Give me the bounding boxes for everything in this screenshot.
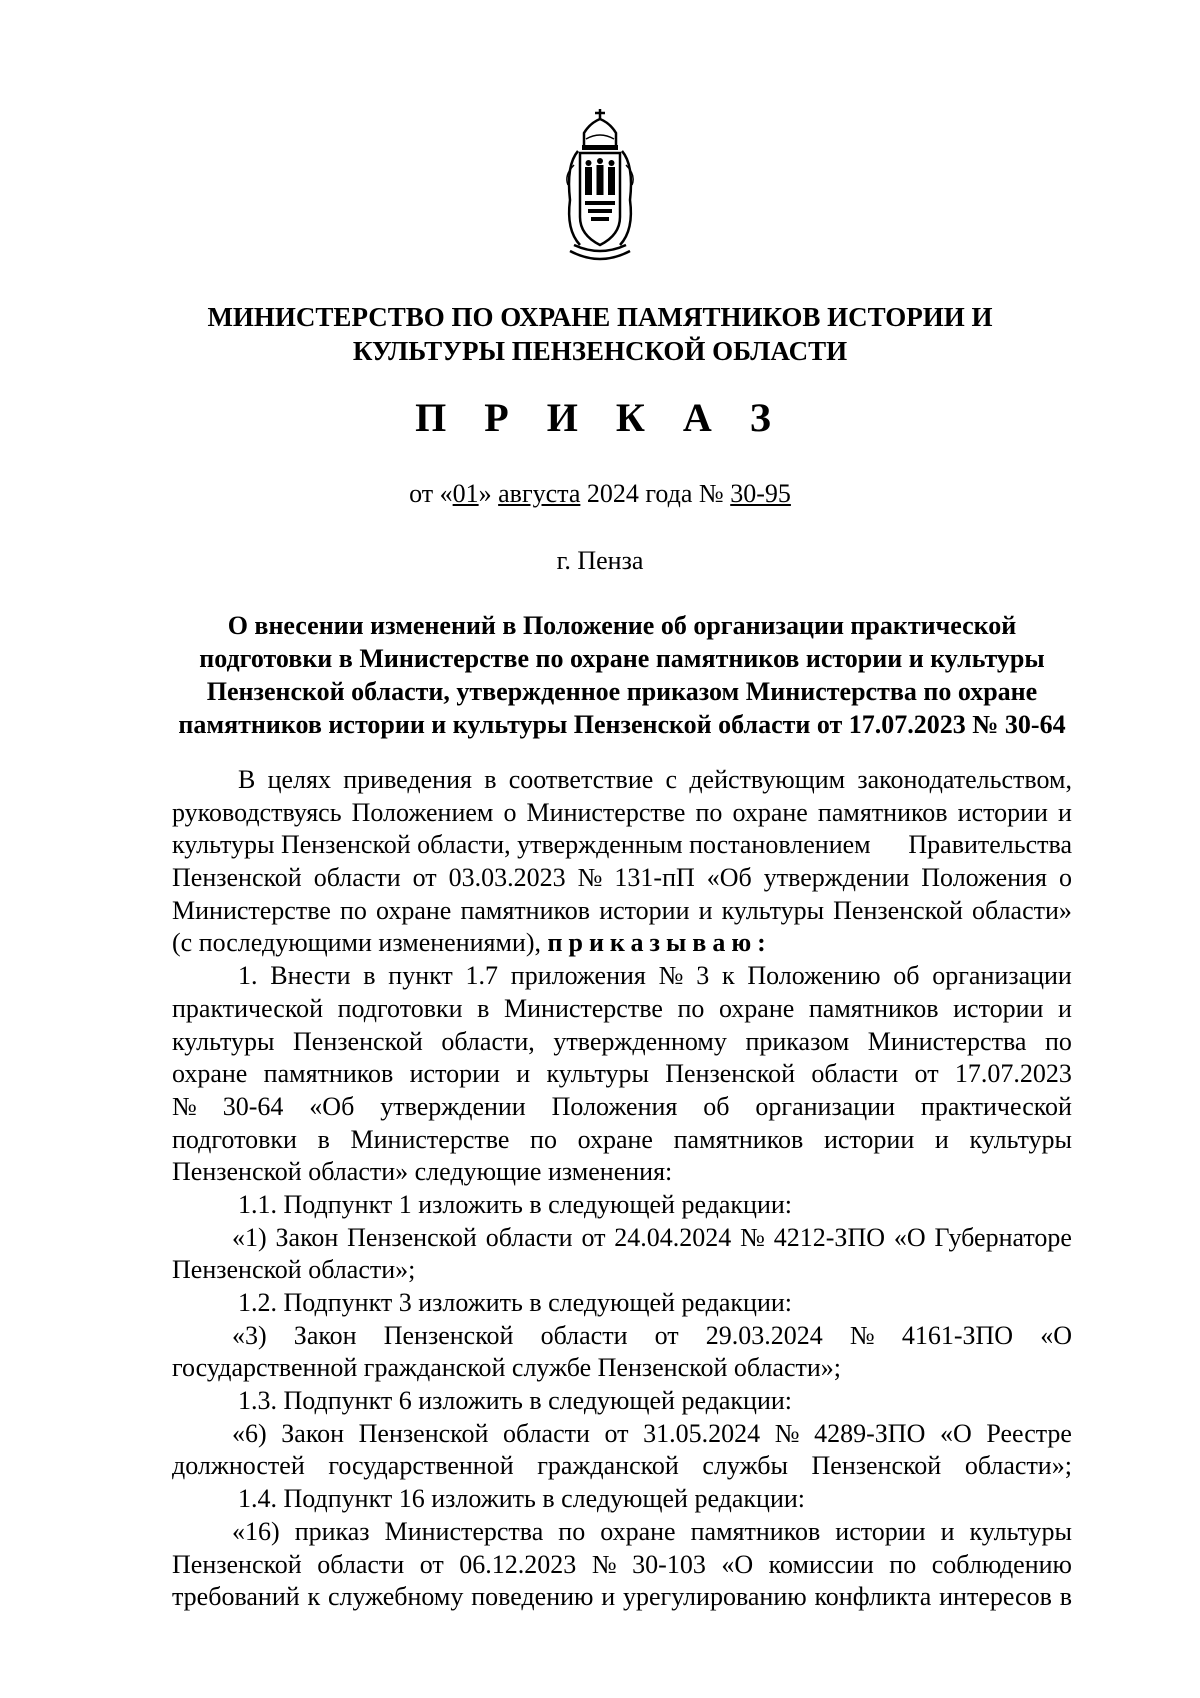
- body-line: [172, 764, 1072, 797]
- body-line: [172, 1124, 1072, 1157]
- body-line: государственной гражданской службе Пензенской области»;: [172, 1353, 841, 1383]
- body-word: Закон: [293, 1320, 357, 1350]
- body-line: 1.1. Подпункт 1 изложить в следующей редакции:: [238, 1189, 793, 1219]
- body-word: по: [695, 797, 723, 827]
- body-word: Министерстве: [350, 1124, 510, 1154]
- order-number: 30-95: [730, 479, 791, 508]
- body-word: области: [502, 1418, 590, 1448]
- body-word: «Об: [706, 863, 752, 893]
- body-word: культуры: [969, 1124, 1072, 1154]
- body-word: интересов: [939, 1582, 1052, 1612]
- body-word: приказ: [294, 1516, 370, 1546]
- body-word: области: [540, 1320, 628, 1350]
- coat-of-arms-emblem: [560, 105, 640, 270]
- body-line-part: Правительства: [908, 830, 1072, 860]
- body-word: культуры: [721, 895, 825, 925]
- body-line: Пензенской области» следующие изменения:: [172, 1157, 673, 1187]
- body-word: о: [503, 797, 517, 827]
- body-word: конфликта: [814, 1582, 932, 1612]
- body-word: Положения: [921, 863, 1047, 893]
- body-word: области: [485, 1222, 573, 1252]
- body-word: и: [1058, 797, 1072, 827]
- body-line: [172, 862, 1072, 895]
- body-word: Пензенской: [172, 1549, 302, 1579]
- body-word: №: [577, 863, 603, 893]
- body-word: Губернаторе: [934, 1222, 1072, 1252]
- date-year: 2024 года №: [580, 479, 731, 508]
- body-word: №: [774, 1418, 800, 1448]
- body-word: охране: [172, 1059, 248, 1089]
- body-word: Закон: [275, 1222, 339, 1252]
- body-line: [172, 960, 1072, 993]
- body-word: Министерстве: [172, 895, 331, 925]
- body-word: по: [889, 1549, 917, 1579]
- body-word: руководствуясь: [172, 797, 342, 827]
- body-word: Министерстве: [526, 797, 686, 827]
- city-name: г. Пенза: [556, 546, 644, 575]
- body-word: Министерстве: [504, 993, 663, 1023]
- ministry-heading-line: МИНИСТЕРСТВО ПО ОХРАНЕ ПАМЯТНИКОВ ИСТОРИИ И: [207, 302, 993, 332]
- body-word: области»;: [964, 1451, 1072, 1481]
- body-word: 03.03.2023: [448, 863, 566, 893]
- date-mid: »: [478, 479, 499, 508]
- body-word: и: [698, 895, 713, 925]
- body-word: и: [601, 1582, 616, 1612]
- body-word: по: [677, 993, 705, 1023]
- subject-line: памятников истории и культуры Пензенской области от 17.07.2023 № 30-64: [178, 710, 1066, 739]
- body-line: [172, 797, 1072, 830]
- body-word: утверждении: [380, 1091, 526, 1121]
- body-word: по: [339, 895, 367, 925]
- body-word: памятников: [690, 1516, 821, 1546]
- body-word: Пензенской: [665, 1059, 795, 1089]
- body-word: «Об: [309, 1091, 355, 1121]
- body-word: №: [591, 1549, 617, 1579]
- body-word: приложения: [510, 961, 646, 991]
- body-line: Пензенской области»;: [172, 1255, 416, 1285]
- body-word: №: [172, 1091, 197, 1121]
- body-word: истории: [953, 993, 1044, 1023]
- body-word: служебному: [327, 1582, 464, 1612]
- body-word: истории: [957, 797, 1048, 827]
- body-line: [172, 829, 1072, 862]
- body-word: 06.12.2023: [459, 1549, 577, 1579]
- body-word: к: [721, 961, 735, 991]
- body-word: «1): [232, 1222, 267, 1252]
- body-word: Положения: [551, 1091, 678, 1121]
- body-word: от: [581, 1222, 606, 1252]
- body-line: [172, 1549, 1072, 1582]
- body-word: Министерства: [867, 1026, 1027, 1056]
- body-word: 17.07.2023: [954, 1059, 1072, 1089]
- body-word: по: [558, 1516, 586, 1546]
- body-word: истории: [409, 1059, 500, 1089]
- body-line: 1.4. Подпункт 16 изложить в следующей редакции:: [238, 1484, 806, 1514]
- body-word: утверждении: [763, 863, 910, 893]
- body-word: 31.05.2024: [643, 1418, 761, 1448]
- body-word: В: [238, 765, 256, 794]
- document-type-title: П Р И К А З: [415, 395, 785, 440]
- body-word: «О: [939, 1418, 972, 1448]
- body-word: Пензенской: [347, 1222, 477, 1252]
- body-word: 29.03.2024: [705, 1320, 823, 1350]
- body-line: [172, 1320, 1072, 1353]
- body-word: соблюдению: [931, 1549, 1072, 1579]
- body-word: урегулированию: [623, 1582, 807, 1612]
- body-line: [172, 1091, 1072, 1124]
- subject-line: Пензенской области, утвержденное приказом Министерства по охране: [206, 677, 1038, 706]
- body-word: службы: [702, 1451, 788, 1481]
- body-word: истории: [823, 1124, 915, 1154]
- body-word: «6): [232, 1418, 267, 1448]
- body-word: Пензенской: [383, 1320, 514, 1350]
- body-word: приказом: [745, 1026, 850, 1056]
- body-line: [172, 1222, 1072, 1255]
- body-word: подготовки: [172, 1124, 297, 1154]
- body-word: практической: [920, 1091, 1072, 1121]
- ministry-heading-line: КУЛЬТУРЫ ПЕНЗЕНСКОЙ ОБЛАСТИ: [352, 336, 848, 366]
- body-word: охране: [732, 797, 808, 827]
- body-word: и: [1058, 993, 1072, 1023]
- body-word: области: [317, 1549, 405, 1579]
- ministry-heading: [0, 300, 1200, 368]
- body-word: Министерства: [384, 1516, 544, 1546]
- body-word: 3: [696, 961, 710, 991]
- subject-line: О внесении изменений в Положение об организации практической: [227, 611, 1017, 640]
- body-word: об: [893, 961, 920, 991]
- body-word: «16): [232, 1516, 280, 1546]
- body-line: [172, 927, 1072, 960]
- body-word: об: [703, 1091, 730, 1121]
- body-word: от: [419, 1549, 444, 1579]
- body-word: 131-пП: [614, 863, 695, 893]
- body-line-part: культуры Пензенской области, утвержденным постановлением: [172, 830, 871, 860]
- body-word: от: [914, 1059, 939, 1089]
- body-word: в: [317, 1124, 330, 1154]
- body-word: 4289-ЗПО: [814, 1418, 926, 1448]
- date-month: августа: [498, 479, 581, 508]
- body-word: «О: [1040, 1320, 1072, 1350]
- body-word: истории: [835, 1516, 926, 1546]
- body-word: памятников: [263, 1059, 394, 1089]
- body-word: Положению: [747, 961, 881, 991]
- body-word: приведения: [343, 765, 472, 794]
- body-word: охране: [375, 895, 452, 925]
- body-word: памятников: [673, 1124, 804, 1154]
- body-line: [172, 1450, 1072, 1483]
- body-word: целях: [267, 765, 331, 794]
- body-word: №: [740, 1222, 765, 1252]
- body-word: к: [307, 1582, 321, 1612]
- body-word: в: [477, 993, 490, 1023]
- body-word: Пензенской: [833, 895, 963, 925]
- body-word: «3): [232, 1320, 267, 1350]
- body-word: области»: [971, 895, 1072, 925]
- body-word: Пензенской: [172, 863, 302, 893]
- body-line: [172, 993, 1072, 1026]
- body-word: культуры: [546, 1059, 649, 1089]
- body-word: Пензенской: [358, 1418, 489, 1448]
- body-word: и: [516, 1059, 531, 1089]
- body-word: культуры: [969, 1516, 1072, 1546]
- body-word: соответствие: [508, 765, 654, 794]
- body-line: [172, 1581, 1072, 1614]
- body-word: Внести: [270, 961, 351, 991]
- body-line: [172, 1418, 1072, 1451]
- body-word: и: [940, 1516, 955, 1546]
- body-word: подготовки: [337, 993, 463, 1023]
- body-word: Пензенской: [293, 1026, 423, 1056]
- body-word: №: [658, 961, 684, 991]
- body-word: организации: [755, 1091, 895, 1121]
- body-word: охране: [577, 1124, 653, 1154]
- body-word: 4161-ЗПО: [901, 1320, 1014, 1350]
- body-word: в: [484, 765, 497, 794]
- order-keyword: приказываю:: [547, 928, 772, 958]
- body-word: утвержденному: [553, 1026, 727, 1056]
- body-word: Закон: [281, 1418, 345, 1448]
- body-word: по: [1045, 1026, 1072, 1056]
- body-word: Положением: [351, 797, 494, 827]
- body-word: охране: [718, 993, 795, 1023]
- body-word: о: [1058, 863, 1072, 893]
- body-word: действующим: [689, 765, 846, 794]
- body-word: 24.04.2024: [614, 1222, 732, 1252]
- body-word: государственной: [328, 1451, 514, 1481]
- body-word: комиссии: [768, 1549, 874, 1579]
- body-word: памятников: [817, 797, 948, 827]
- body-word: требований: [172, 1582, 300, 1612]
- subject-line: подготовки в Министерстве по охране памятников истории и культуры: [199, 644, 1045, 673]
- body-word: от: [654, 1320, 679, 1350]
- date-day: 01: [452, 479, 479, 508]
- body-word: от: [604, 1418, 629, 1448]
- body-word: по: [530, 1124, 557, 1154]
- body-word: памятников: [460, 895, 591, 925]
- body-line: 1.2. Подпункт 3 изложить в следующей редакции:: [238, 1288, 793, 1317]
- body-word: охране: [600, 1516, 676, 1546]
- body-line: [172, 1058, 1072, 1091]
- body-line-part: (с последующими изменениями),: [172, 928, 548, 958]
- body-word: 4212-ЗПО: [773, 1222, 886, 1252]
- body-word: №: [849, 1320, 875, 1350]
- body-line: [172, 1026, 1072, 1059]
- body-word: с: [665, 765, 678, 794]
- body-word: поведению: [471, 1582, 594, 1612]
- order-body: [172, 764, 1072, 1614]
- body-line: [172, 1516, 1072, 1549]
- body-word: 1.: [238, 961, 258, 991]
- body-word: практической: [172, 993, 324, 1023]
- body-word: памятников: [808, 993, 939, 1023]
- body-word: культуры: [172, 1026, 275, 1056]
- body-word: гражданской: [537, 1451, 679, 1481]
- body-word: области: [313, 863, 401, 893]
- date-prefix: от «: [409, 479, 453, 508]
- body-word: и: [934, 1124, 949, 1154]
- body-word: в: [1059, 1582, 1072, 1612]
- body-word: «О: [721, 1549, 754, 1579]
- body-word: 30-103: [632, 1549, 706, 1579]
- body-word: пункт: [388, 961, 453, 991]
- body-word: области,: [441, 1026, 535, 1056]
- order-date-line: [0, 478, 1200, 510]
- body-word: области: [811, 1059, 899, 1089]
- body-word: законодательством,: [857, 765, 1072, 794]
- body-line: [172, 895, 1072, 928]
- body-word: от: [412, 863, 437, 893]
- order-subject: [172, 609, 1072, 741]
- body-word: истории: [599, 895, 690, 925]
- body-word: 1.7: [465, 961, 499, 991]
- body-word: должностей: [172, 1451, 305, 1481]
- body-word: Реестре: [986, 1418, 1072, 1448]
- body-word: Пензенской: [811, 1451, 942, 1481]
- body-word: «О: [893, 1222, 926, 1252]
- body-line: 1.3. Подпункт 6 изложить в следующей редакции:: [238, 1386, 793, 1416]
- body-word: в: [363, 961, 376, 991]
- body-word: организации: [932, 961, 1072, 991]
- body-word: 30-64: [222, 1091, 284, 1121]
